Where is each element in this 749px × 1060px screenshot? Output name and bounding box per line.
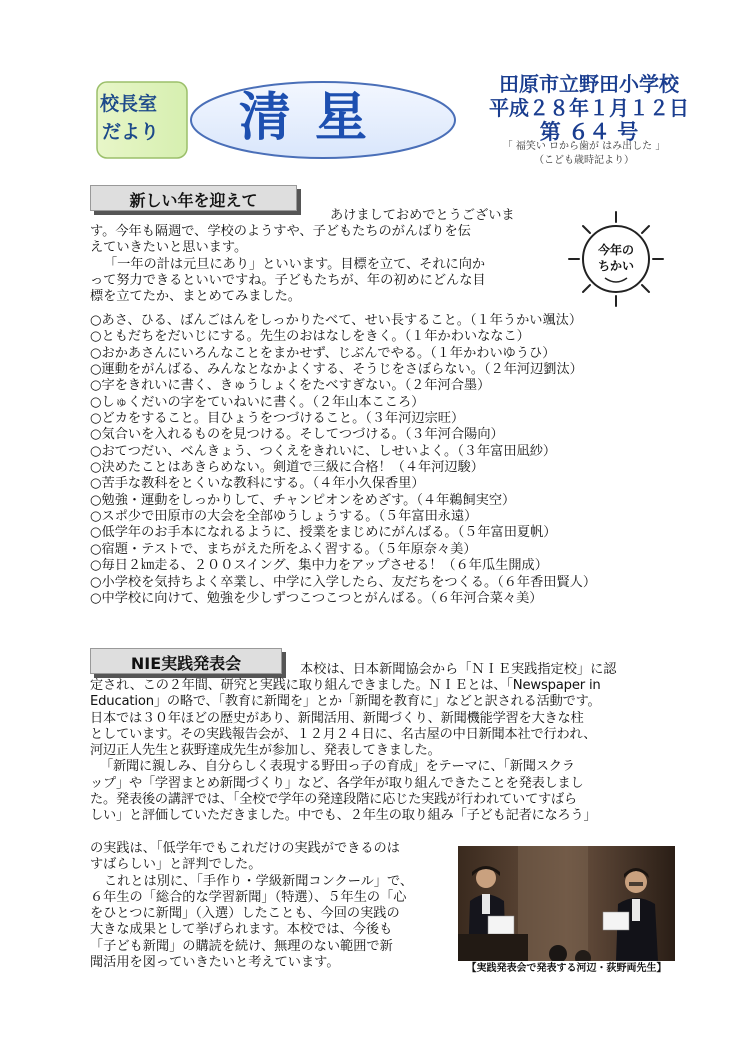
nie-line: た。発表後の講評では、「全校で学年の発達段階に応じた実践が行われていてすばら <box>90 792 577 808</box>
list-item: ○小学校を気持ちよく卒業し、中学に入学したら、友だちをつくる。（６年香田賢人） <box>90 574 597 590</box>
list-item: ○宿題・テストで、まちがえた所をふく習する。（５年原奈々美） <box>90 541 477 557</box>
intro-line-2: す。今年も隔週で、学校のようすや、子どもたちのがんばりを伝 <box>90 224 471 239</box>
list-item: ○気合いを入れるものを見つける。そしてつづける。（３年河合陽向） <box>90 427 504 443</box>
list-item: ○苦手な教科をとくいな教科にする。（４年小久保香里） <box>90 476 425 492</box>
nie-line: の実践は、「低学年でもこれだけの実践ができるのは <box>90 841 400 856</box>
haiku-line: 「 福笑い ロから歯が はみ出した 」 <box>502 141 666 152</box>
intro-line-1: あけましておめでとうございま <box>330 208 515 223</box>
heading-label: 新しい年を迎えて <box>129 191 258 210</box>
list-item: ○おかあさんにいろんなことをまかせず、じぶんでやる。（１年かわいゆうひ） <box>90 345 556 361</box>
list-item: ○おてつだい、べんきょう、つくえをきれいに、しせいよく。（３年富田凪紗） <box>90 443 557 459</box>
list-item: ○低学年のお手本になれるように、授業をまじめにがんばる。（５年富田夏帆） <box>90 525 557 541</box>
nie-line: Education」の略で、「教育に新聞を」とか「新聞を教育に」などと訳される活動です。 <box>90 694 601 710</box>
nie-body-narrow <box>90 841 452 971</box>
masthead-subtitle-line1: 校長室 <box>100 93 158 115</box>
section-heading-new-year <box>90 185 305 215</box>
nie-line: しい」と評価していただきました。中でも、２年生の取り組み「子ども記者になろう」 <box>90 808 597 824</box>
heading-label: NIE実践発表会 <box>130 654 242 673</box>
sun-text-line2: ちかい <box>597 259 635 273</box>
haiku-quote <box>474 140 694 168</box>
goals-list <box>90 313 690 607</box>
nie-body-full <box>90 678 680 825</box>
intro-line-3: えていきたいと思います。 <box>90 240 248 256</box>
intro-line-4: 「一年の計は元旦にあり」といいます。目標を立て、それに向か <box>104 256 486 272</box>
nie-line: 大きな成果として挙げられます。本校では、今後も <box>90 922 393 938</box>
haiku-source: （こども歳時記より） <box>534 155 634 166</box>
masthead-subtitle-line2: だより <box>102 121 160 143</box>
nie-line: ップ」や「学習まとめ新聞づくり」など、各学年が取り組んできたことを発表しまし <box>90 775 584 791</box>
nie-line: これとは別に、「手作り・学級新聞コンクール」で、 <box>104 873 414 889</box>
issue-info <box>474 72 704 144</box>
issue-date: 平成２８年１月１２日 <box>489 96 689 120</box>
school-name: 田原市立野田小学校 <box>499 72 679 96</box>
masthead-subtitle <box>100 90 170 146</box>
list-item: ○字をきれいに書く、きゅうしょくをたべすぎない。（２年河合墨） <box>90 378 491 394</box>
nie-line: 「子ども新聞」の購読を続け、無理のない範囲で新 <box>90 938 393 954</box>
nie-line: としています。その実践報告会が、１２月２４日に、名古屋の中日新聞本社で行われ、 <box>90 726 597 742</box>
sun-text-line1: 今年の <box>597 243 635 257</box>
issue-number: 第 ６４ 号 <box>539 120 639 144</box>
photo-caption: 【実践発表会で発表する河辺・荻野両先生】 <box>466 963 667 974</box>
nie-line: 定され、この２年間、研究と実践に取り組んできました。ＮＩＥとは、「Newspaper in <box>90 678 601 693</box>
nie-line-1: 本校は、日本新聞協会から「ＮＩＥ実践指定校」に認 <box>300 662 617 677</box>
list-item: ○決めたことはあきらめない。剣道で三級に合格！（４年河辺駿） <box>90 460 484 476</box>
list-item: ○毎日２㎞走る、２００スイング、集中力をアップさせる！（６年瓜生開成） <box>90 558 548 574</box>
presentation-photo <box>458 846 675 961</box>
nie-line: ６年生の「総合的な学習新聞」（特選）、５年生の「心 <box>90 889 407 905</box>
nie-line: 聞活用を図っていきたいと考えています。 <box>90 955 340 971</box>
list-item: ○中学校に向けて、勉強を少しずつこつこつとがんばる。（６年河合菜々美） <box>90 590 543 606</box>
nie-line: 「新聞に親しみ、自分らしく表現する野田っ子の育成」をテーマに、「新聞スクラ <box>100 759 575 775</box>
intro-line-5: って努力できるといいですね。子どもたちが、年の初めにどんな目 <box>90 272 486 288</box>
list-item: ○勉強・運動をしっかりして、チャンピオンをめざす。（４年鵜飼実空） <box>90 492 516 508</box>
list-item: ○あさ、ひる、ばんごはんをしっかりたべて、せい長すること。（１年うかい颯汰） <box>90 313 583 328</box>
list-item: ○運動をがんばる、みんなとなかよくする、そうじをさぼらない。（２年河辺劉汰） <box>90 362 583 378</box>
intro-line-6: 標を立てたか、まとめてみました。 <box>90 289 301 305</box>
masthead-title: 清星 <box>238 87 391 148</box>
list-item: ○しゅくだいの字をていねいに書く。（２年山本こころ） <box>90 394 425 410</box>
list-item: ○ともだちをだいじにする。先生のおはなしをきく。（１年かわいななこ） <box>90 329 530 345</box>
section-heading-nie <box>90 648 290 678</box>
nie-line: 河辺正人先生と荻野達成先生が参加し、発表してきました。 <box>90 743 441 759</box>
nie-line: をひとつに新聞」（入選）したことも、今回の実践の <box>90 906 400 922</box>
sun-illustration <box>565 208 667 310</box>
nie-line: 日本では３０年ほどの歴史があり、新聞活用、新聞づくり、新聞機能学習を大きな柱 <box>90 710 584 726</box>
intro-text <box>90 224 565 305</box>
nie-line: すばらしい」と評判でした。 <box>90 857 262 873</box>
list-item: ○どカをすること。目ひょうをつづけること。（３年河辺宗旺） <box>90 411 465 427</box>
list-item: ○スポ少で田原市の大会を全部ゆうしょうする。（５年富田永遠） <box>90 509 478 525</box>
